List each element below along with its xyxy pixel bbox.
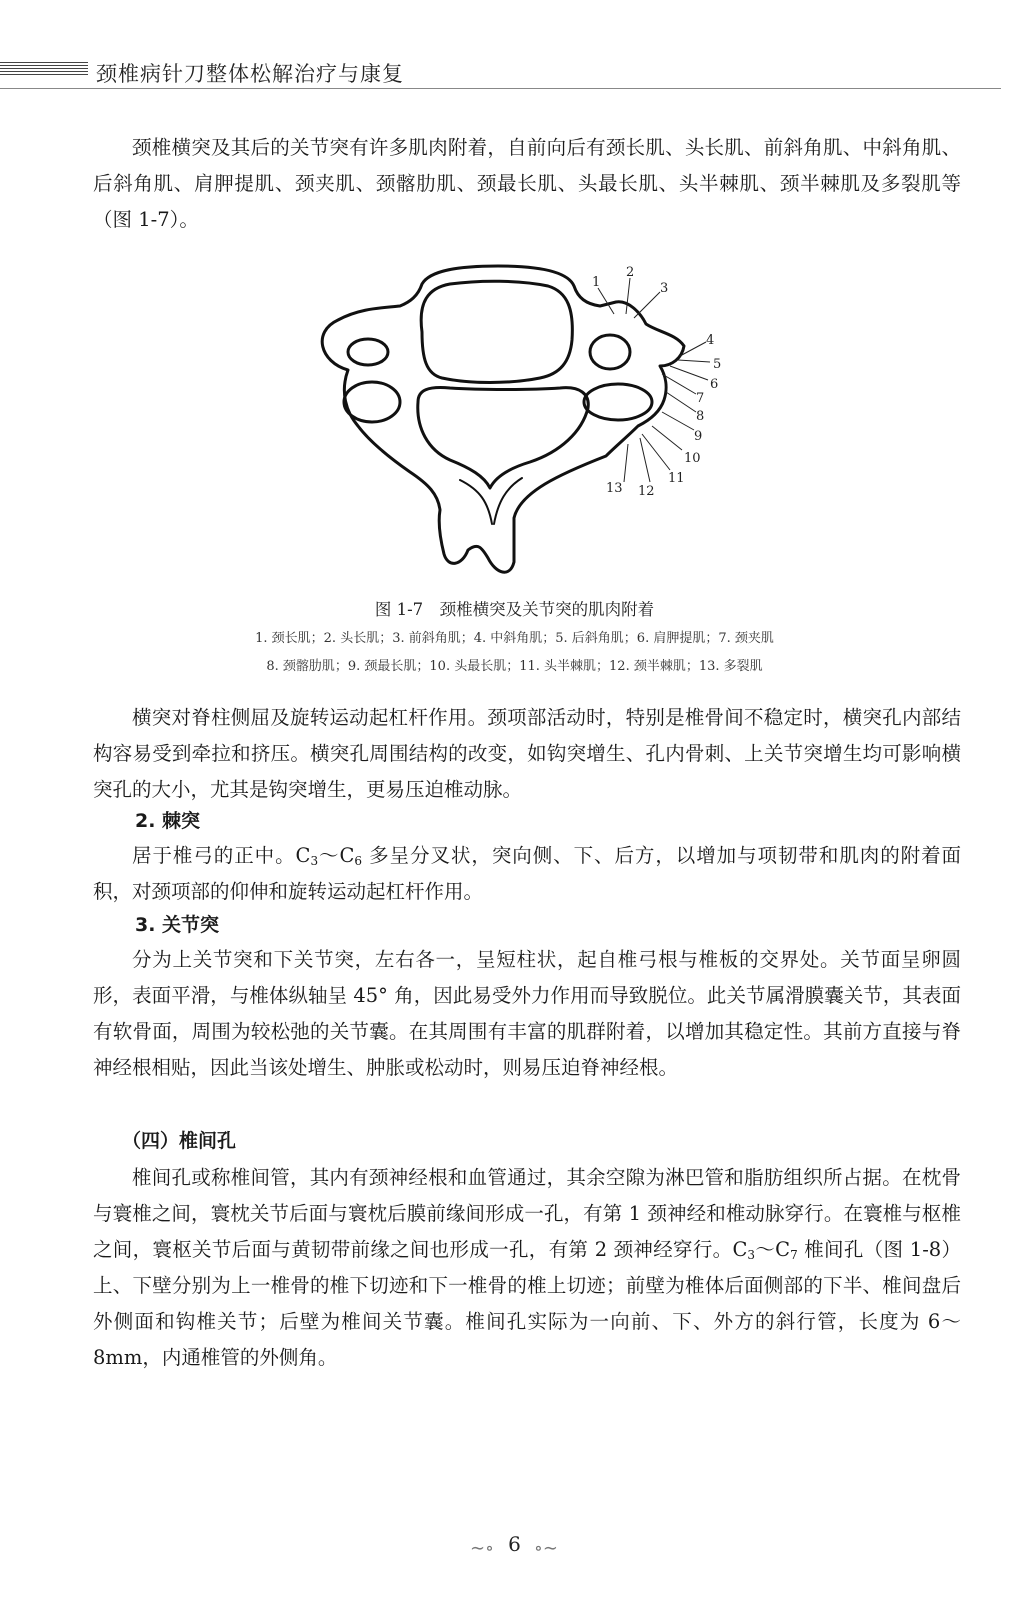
page-number: 6 [508,1532,521,1556]
right-transverse-foramen [590,335,630,369]
figure-label-11: 11 [668,471,685,486]
heading-intervertebral-foramen: （四）椎间孔 [122,1130,237,1152]
vertebral-body [421,281,572,382]
figure-label-2: 2 [626,265,635,280]
figure-label-12: 12 [638,484,655,499]
paragraph-transverse-process: 横突对脊柱侧屈及旋转运动起杠杆作用。颈项部活动时，特别是椎骨间不稳定时，横突孔内部结构容易受到牵拉和挤压。横突孔周围结构的改变，如钩突增生、孔内骨刺、上关节突增生均可影响横突孔的大小，尤其是钩突增生，更易压迫椎动脉。 [93,706,961,801]
figure-label-5: 5 [713,357,722,372]
paragraph-spinous-process: 居于椎弓的正中。$C_3\sim C_6$ 多呈分叉状，突向侧、下、后方，以增加与项韧带和肌肉的附着面积，对颈项部的仰伸和旋转运动起杠杆作用。 [93,844,962,903]
figure-label-8: 8 [696,409,705,424]
left-transverse-foramen [348,339,388,365]
figure-label-6: 6 [710,377,719,392]
left-flourish-icon: ∼∘ [470,1538,494,1559]
figure-label-1: 1 [592,275,601,290]
figure-label-4: 4 [706,333,715,348]
heading-spinous-process: 2. 棘突 [135,810,201,832]
right-articular-facet [584,384,652,420]
paragraph-articular-process: 分为上关节突和下关节突，左右各一，呈短柱状，起自椎弓根与椎板的交界处。关节面呈卵圆形，表面平滑，与椎体纵轴呈 45° 角，因此易受外力作用而导致脱位。此关节属滑膜囊关节，其表面有软骨面，周围为较松弛的关节囊。在其周围有丰富的肌群附着，以增加其稳定性。其前方直接与脊神经根相贴，因此当该处增生、肿胀或松动时，则易压迫脊神经根。 [93,948,961,1079]
running-head: 颈椎病针刀整体松解治疗与康复 [96,62,404,86]
figure-label-9: 9 [694,429,703,444]
figure-label-3: 3 [660,281,669,296]
figure-label-13: 13 [606,481,623,496]
figure-legend-line-2: 8. 颈髂肋肌；9. 颈最长肌；10. 头最长肌；11. 头半棘肌；12. 颈半棘肌；13. 多裂肌 [266,659,763,674]
figure-label-10: 10 [684,451,701,466]
header-decorative-rule [0,62,88,76]
paragraph-muscle-attachments: 颈椎横突及其后的关节突有许多肌肉附着，自前向后有颈长肌、头长肌、前斜角肌、中斜角肌、后斜角肌、肩胛提肌、颈夹肌、颈髂肋肌、颈最长肌、头最长肌、头半棘肌、颈半棘肌及多裂肌等（图 1-7）。 [93,136,961,231]
left-articular-facet [344,382,400,422]
heading-articular-process: 3. 关节突 [135,914,220,936]
right-flourish-icon: ∘∼ [534,1538,558,1559]
figure-label-7: 7 [696,391,705,406]
figure-caption: 图 1-7 颈椎横突及关节突的肌肉附着 [374,600,655,619]
figure-legend-line-1: 1. 颈长肌；2. 头长肌；3. 前斜角肌；4. 中斜角肌；5. 后斜角肌；6. 肩胛提肌；7. 颈夹肌 [255,631,774,646]
vertebra-figure [310,262,750,582]
paragraph-intervertebral-foramen: 椎间孔或称椎间管，其内有颈神经根和血管通过，其余空隙为淋巴管和脂肪组织所占据。在枕骨与寰椎之间，寰枕关节后面与寰枕后膜前缘间形成一孔，有第 1 颈神经和椎动脉穿行。在寰椎与枢椎之间，寰枢关节后面与黄韧带前缘之间也形成一孔，有第 2 颈神经穿行。$C_3\sim C_7$ 椎间孔（图 1-8）上、下壁分别为上一椎骨的椎下切迹和下一椎骨的椎上切迹；前壁为椎体后面侧部的下半、椎间盘后外侧面和钩椎关节；后壁为椎间关节囊。椎间孔实际为一向前、下、外方的斜行管，长度为 6～8mm，内通椎管的外侧角。 [93,1166,961,1369]
header-divider [0,88,1001,89]
